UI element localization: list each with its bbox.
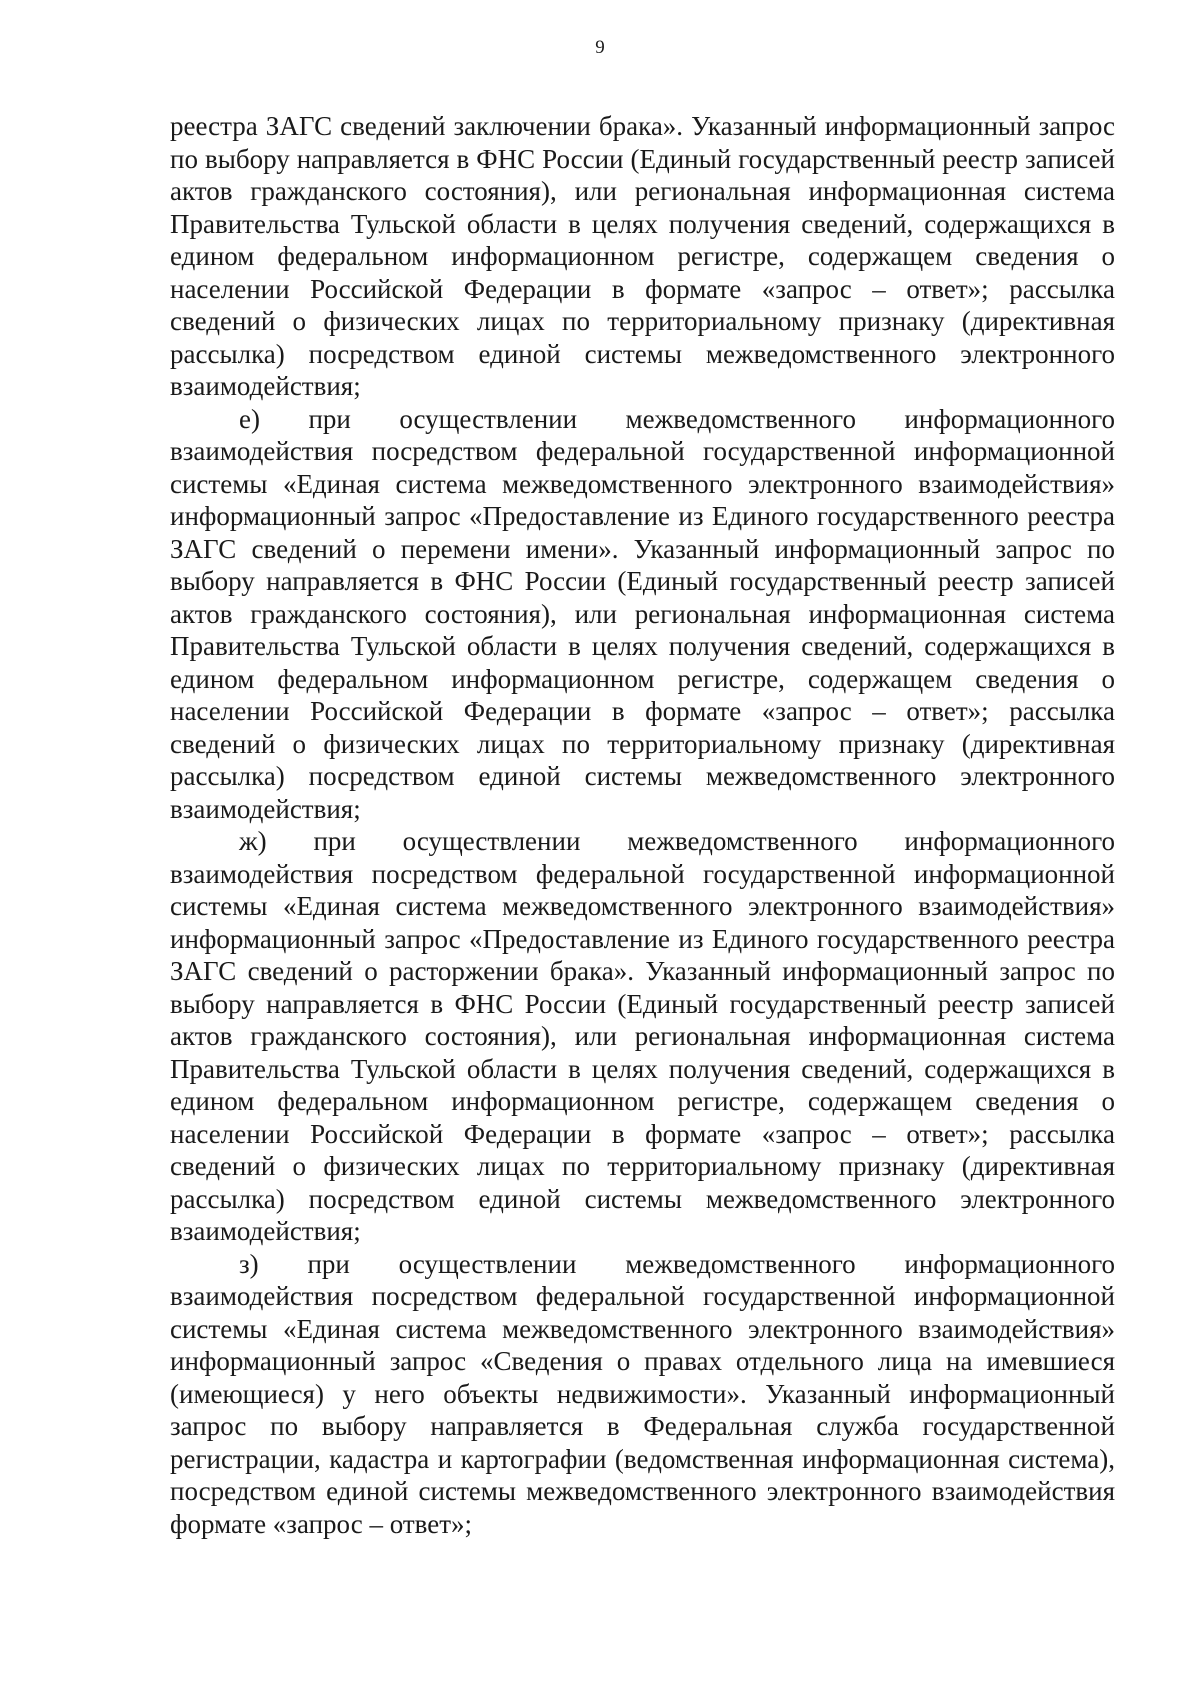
paragraph-item-zh: ж) при осуществлении межведомственного информационного взаимодействия посредством федеральной государственной информационной системы «Единая система межведомственного электронного взаимодействия» информационный запрос «Предоставление из Единого государственного реестра ЗАГС сведений о расторжении брака». Указанный информационный запрос по выбору направляется в ФНС России (Единый государственный реестр записей актов гражданского состояния), или региональная информационная система Правительства Тульской области в целях получения сведений, содержащихся в едином федеральном информационном регистре, содержащем сведения о населении Российской Федерации в формате «запрос – ответ»; рассылка сведений о физических лицах по территориальному признаку (директивная рассылка) посредством единой системы межведомственного электронного взаимодействия; bbox=[170, 826, 1115, 1246]
paragraph-continuation: реестра ЗАГС сведений заключении брака». Указанный информационный запрос по выбору направляется в ФНС России (Единый государственный реестр записей актов гражданского состояния), или региональная информационная система Правительства Тульской области в целях получения сведений, содержащихся в едином федеральном информационном регистре, содержащем сведения о населении Российской Федерации в формате «запрос – ответ»; рассылка сведений о физических лицах по территориальному признаку (директивная рассылка) посредством единой системы межведомственного электронного взаимодействия; bbox=[170, 111, 1115, 401]
paragraph-item-e: е) при осуществлении межведомственного информационного взаимодействия посредством федеральной государственной информационной системы «Единая система межведомственного электронного взаимодействия» информационный запрос «Предоставление из Единого государственного реестра ЗАГС сведений о перемени имени». Указанный информационный запрос по выбору направляется в ФНС России (Единый государственный реестр записей актов гражданского состояния), или региональная информационная система Правительства Тульской области в целях получения сведений, содержащихся в едином федеральном информационном регистре, содержащем сведения о населении Российской Федерации в формате «запрос – ответ»; рассылка сведений о физических лицах по территориальному признаку (директивная рассылка) посредством единой системы межведомственного электронного взаимодействия; bbox=[170, 403, 1115, 824]
page-number: 9 bbox=[595, 37, 605, 58]
document-body bbox=[170, 110, 1115, 1540]
paragraph-item-z: з) при осуществлении межведомственного информационного взаимодействия посредством федеральной государственной информационной системы «Единая система межведомственного электронного взаимодействия» информационный запрос «Сведения о правах отдельного лица на имевшиеся (имеющиеся) у него объекты недвижимости». Указанный информационный запрос по выбору направляется в Федеральная служба государственной регистрации, кадастра и картографии (ведомственная информационная система), посредством единой системы межведомственного электронного взаимодействия формате «запрос – ответ»; bbox=[170, 1248, 1115, 1539]
